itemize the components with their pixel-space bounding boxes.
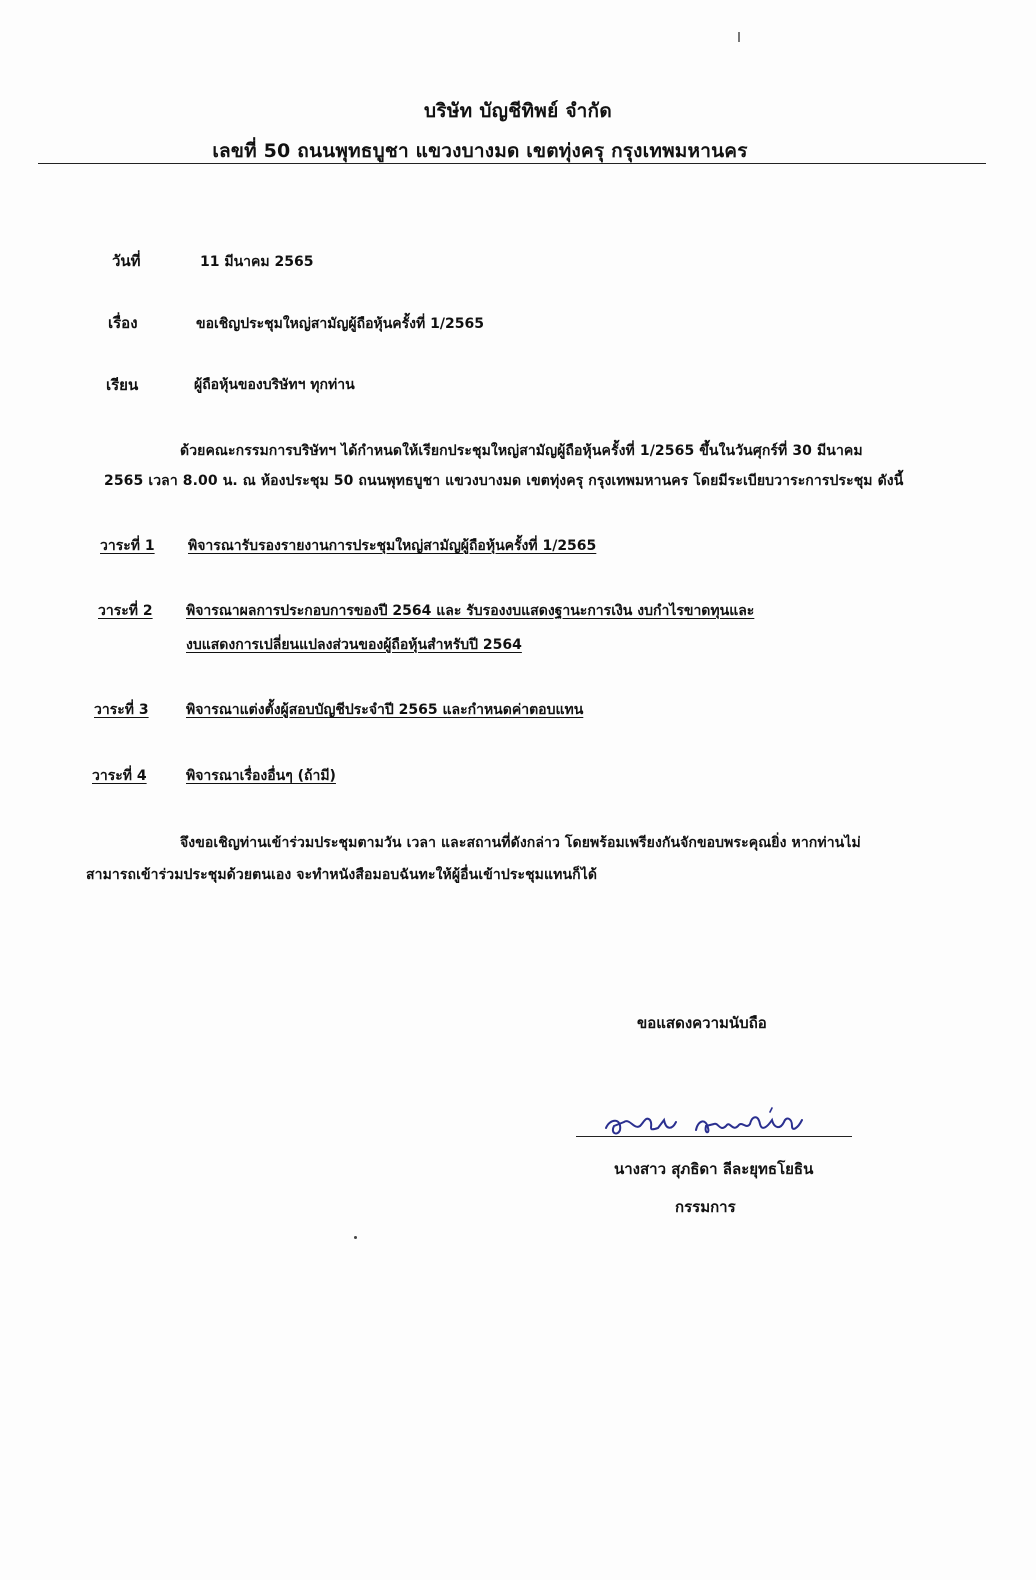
subject-label: เรื่อง (108, 314, 138, 332)
subject-value: ขอเชิญประชุมใหญ่สามัญผู้ถือหุ้นครั้งที่ 1/2565 (196, 316, 484, 332)
date-label: วันที่ (112, 252, 141, 270)
signer-name: นางสาว สุภธิดา ลีละยุทธโยธิน (614, 1160, 814, 1178)
company-address: เลขที่ 50 ถนนพุทธบูชา แขวงบางมด เขตทุ่งครุ กรุงเทพมหานคร (212, 140, 748, 162)
recipient-label: เรียน (106, 376, 139, 394)
company-name: บริษัท บัญชีทิพย์ จำกัด (423, 100, 612, 122)
signer-title: กรรมการ (675, 1198, 736, 1216)
closing-line-2: สามารถเข้าร่วมประชุมด้วยตนเอง จะทำหนังสือมอบฉันทะให้ผู้อื่นเข้าประชุมแทนก็ได้ (86, 867, 598, 883)
agenda-4-text: พิจารณาเรื่องอื่นๆ (ถ้ามี) (186, 768, 336, 784)
closing-line-1: จึงขอเชิญท่านเข้าร่วมประชุมตามวัน เวลา และสถานที่ดังกล่าว โดยพร้อมเพรียงกันจักขอบพระคุณยิ่ง หากท่านไม่ (180, 835, 861, 851)
agenda-1-text: พิจารณารับรองรายงานการประชุมใหญ่สามัญผู้ถือหุ้นครั้งที่ 1/2565 (188, 538, 597, 554)
scan-speck (738, 32, 740, 42)
agenda-2-text-line-2: งบแสดงการเปลี่ยนแปลงส่วนของผู้ถือหุ้นสำหรับปี 2564 (186, 637, 522, 653)
signature-line (576, 1136, 852, 1137)
handwritten-signature (600, 1104, 810, 1140)
intro-line-2: 2565 เวลา 8.00 น. ณ ห้องประชุม 50 ถนนพุทธบูชา แขวงบางมด เขตทุ่งครุ กรุงเทพมหานคร โดยมีระเบียบวาระการประชุม ดังนี้ (104, 473, 904, 489)
recipient-value: ผู้ถือหุ้นของบริษัทฯ ทุกท่าน (194, 377, 355, 393)
scan-speck (354, 1236, 357, 1239)
header-divider (38, 163, 986, 164)
sign-off-closing: ขอแสดงความนับถือ (637, 1014, 767, 1032)
date-value: 11 มีนาคม 2565 (200, 254, 314, 270)
agenda-3-label: วาระที่ 3 (94, 702, 149, 718)
agenda-1-label: วาระที่ 1 (100, 538, 155, 554)
intro-line-1: ด้วยคณะกรรมการบริษัทฯ ได้กำหนดให้เรียกประชุมใหญ่สามัญผู้ถือหุ้นครั้งที่ 1/2565 ขึ้นในวันศุกร์ที่ 30 มีนาคม (180, 443, 863, 459)
agenda-2-text-line-1: พิจารณาผลการประกอบการของปี 2564 และ รับรองงบแสดงฐานะการเงิน งบกำไรขาดทุนและ (186, 603, 755, 619)
agenda-4-label: วาระที่ 4 (92, 768, 147, 784)
agenda-2-label: วาระที่ 2 (98, 603, 153, 619)
agenda-3-text: พิจารณาแต่งตั้งผู้สอบบัญชีประจำปี 2565 และกำหนดค่าตอบแทน (186, 702, 584, 718)
